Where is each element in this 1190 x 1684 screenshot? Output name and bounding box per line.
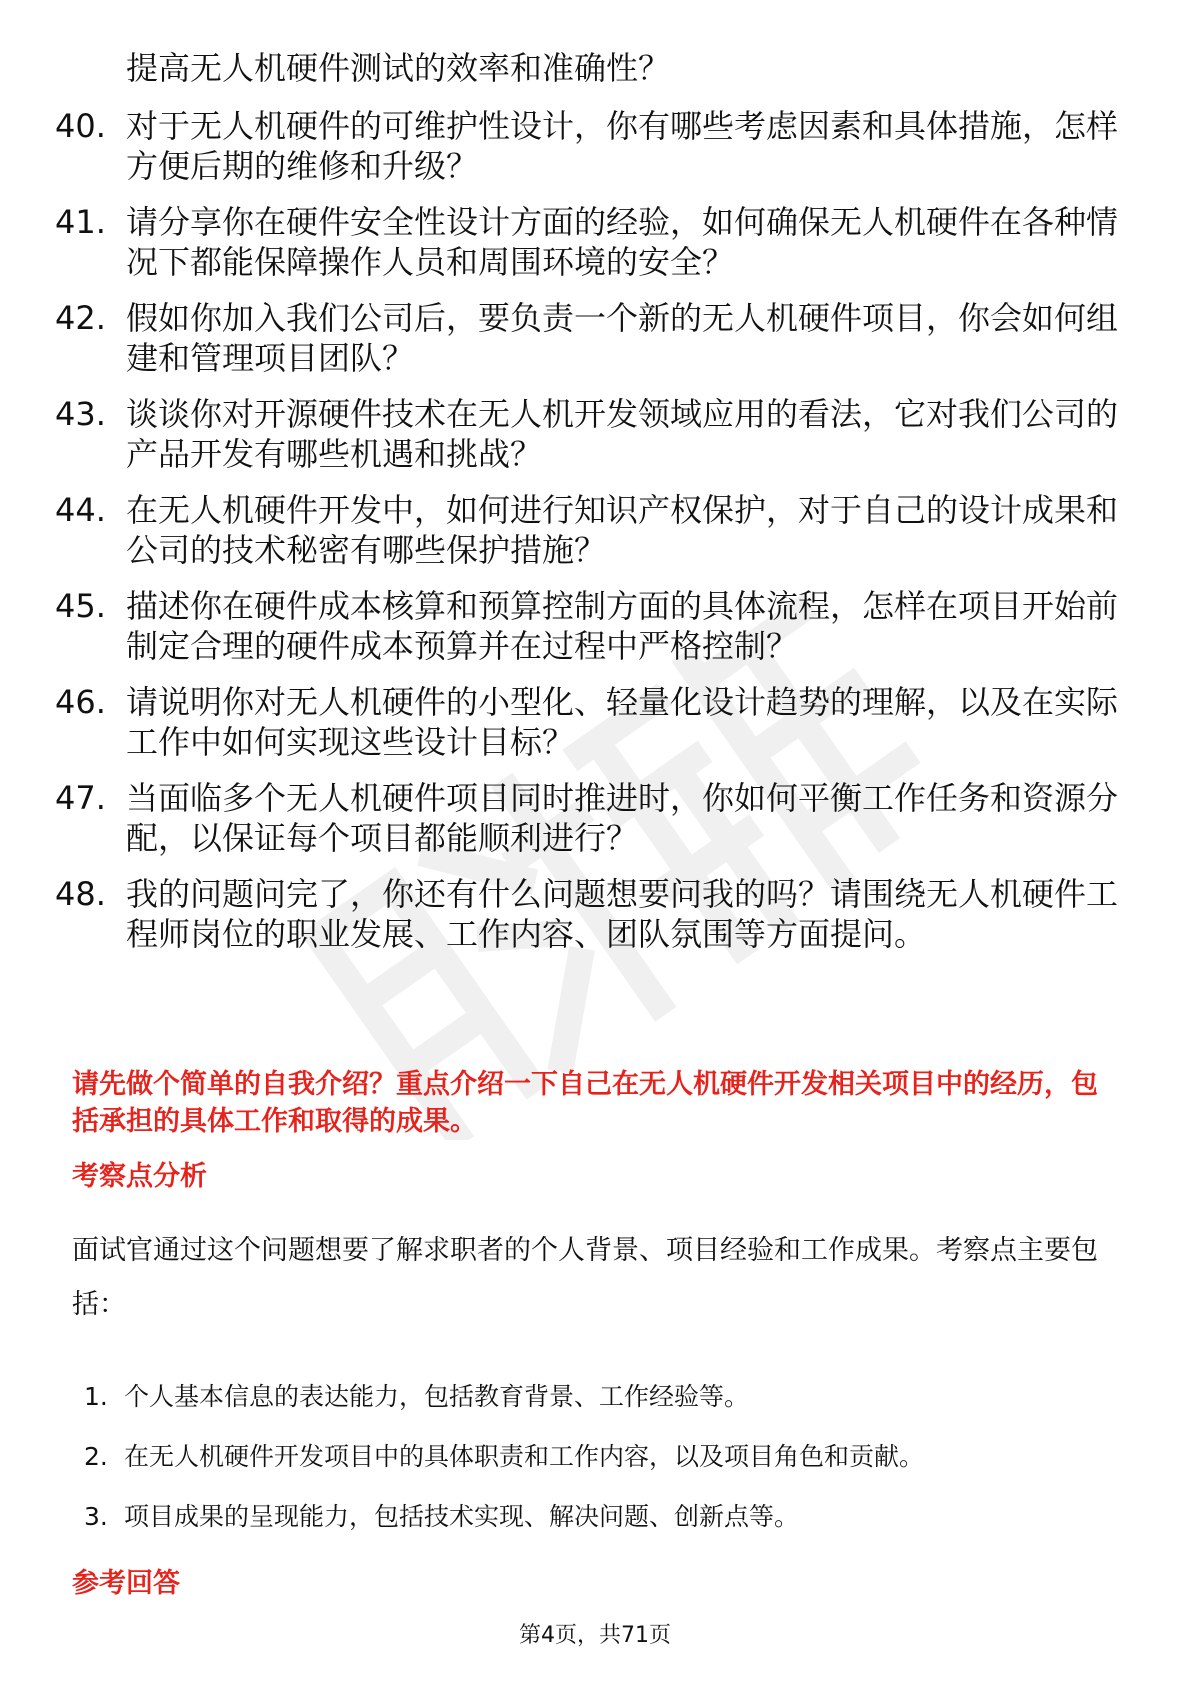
question-item (55, 298, 1135, 378)
question-text: 假如你加入我们公司后，要负责一个新的无人机硬件项目，你会如何组建和管理项目团队？ (126, 299, 1119, 377)
question-number: 43. (55, 395, 106, 433)
question-item (55, 586, 1135, 666)
question-item (55, 778, 1135, 858)
analysis-point (84, 1500, 799, 1534)
question-item (55, 682, 1135, 762)
question-number: 47. (55, 779, 106, 817)
point-text: 在无人机硬件开发项目中的具体职责和工作内容，以及项目角色和贡献。 (124, 1442, 925, 1471)
analysis-title: 考察点分析 (72, 1161, 207, 1192)
question-number: 44. (55, 491, 106, 529)
question-number: 45. (55, 587, 106, 625)
analysis-point (84, 1440, 924, 1474)
question-text: 当面临多个无人机硬件项目同时推进时，你如何平衡工作任务和资源分配，以保证每个项目都能顺利进行？ (126, 779, 1119, 857)
question-item (55, 106, 1135, 186)
question-text: 请分享你在硬件安全性设计方面的经验，如何确保无人机硬件在各种情况下都能保障操作人员和周围环境的安全？ (126, 203, 1119, 281)
question-text: 对于无人机硬件的可维护性设计，你有哪些考虑因素和具体措施，怎样方便后期的维修和升级？ (126, 107, 1119, 185)
question-text: 请说明你对无人机硬件的小型化、轻量化设计趋势的理解，以及在实际工作中如何实现这些设计目标？ (126, 683, 1119, 761)
question-39-continuation: 提高无人机硬件测试的效率和准确性？ (126, 49, 671, 87)
question-number: 42. (55, 299, 106, 337)
question-item (55, 490, 1135, 570)
point-text: 个人基本信息的表达能力，包括教育背景、工作经验等。 (124, 1382, 750, 1411)
point-text: 项目成果的呈现能力，包括技术实现、解决问题、创新点等。 (124, 1502, 800, 1531)
analysis-intro: 面试官通过这个问题想要了解求职者的个人背景、项目经验和工作成果。考察点主要包括： (72, 1235, 1098, 1320)
question-item (55, 394, 1135, 474)
point-number: 2. (84, 1442, 108, 1471)
question-number: 41. (55, 203, 106, 241)
point-number: 1. (84, 1382, 108, 1411)
question-item (55, 874, 1135, 954)
question-text: 我的问题问完了，你还有什么问题想要问我的吗？请围绕无人机硬件工程师岗位的职业发展、工作内容、团队氛围等方面提问。 (126, 875, 1119, 953)
highlight-question: 请先做个简单的自我介绍？重点介绍一下自己在无人机硬件开发相关项目中的经历，包括承担的具体工作和取得的成果。 (72, 1069, 1098, 1137)
page-footer: 第4页，共71页 (519, 1623, 671, 1648)
analysis-point (84, 1380, 749, 1414)
question-text: 谈谈你对开源硬件技术在无人机开发领域应用的看法，它对我们公司的产品开发有哪些机遇和挑战？ (126, 395, 1119, 473)
question-number: 46. (55, 683, 106, 721)
question-number: 48. (55, 875, 106, 913)
point-number: 3. (84, 1502, 108, 1531)
question-number: 40. (55, 107, 106, 145)
reference-answer-title: 参考回答 (72, 1568, 180, 1599)
question-item (55, 202, 1135, 282)
question-text: 描述你在硬件成本核算和预算控制方面的具体流程，怎样在项目开始前制定合理的硬件成本预算并在过程中严格控制？ (126, 587, 1119, 665)
question-text: 在无人机硬件开发中，如何进行知识产权保护，对于自己的设计成果和公司的技术秘密有哪些保护措施？ (126, 491, 1119, 569)
